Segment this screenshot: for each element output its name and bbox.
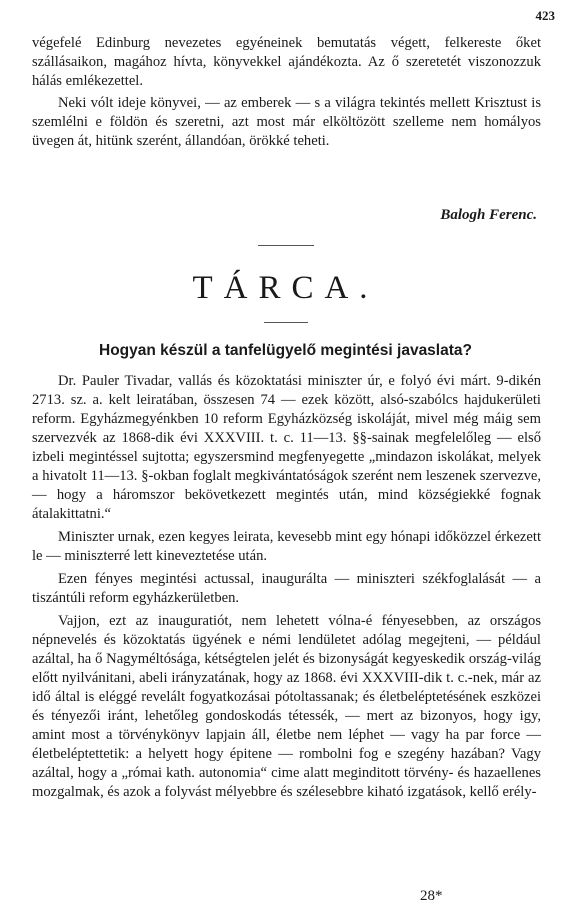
signature-mark: 28* [420, 888, 443, 904]
paragraph: Ezen fényes megintési actussal, inaugurálta — miniszteri székfoglalását — a tiszántúli reform egyházkerületben. [32, 571, 541, 606]
page-number: 423 [535, 8, 555, 23]
divider-rule [264, 322, 308, 323]
paragraph: Miniszter urnak, ezen kegyes leirata, kevesebb mint egy hónapi időközzel érkezett le — miniszterré lett kineveztetése után. [32, 529, 541, 564]
article-body [32, 372, 541, 802]
paragraph: végefelé Edinburg nevezetes egyéneinek bemutatás végett, felkereste őket szállásaikon, magához hívta, könyvekkel ajándékozta. Az ő szeretetét viszonozzuk hálás emlékezettel. [32, 35, 541, 89]
divider-rule [258, 245, 314, 246]
author-signature: Balogh Ferenc. [440, 207, 537, 223]
closing-text [32, 34, 541, 151]
paragraph: Dr. Pauler Tivadar, vallás és közoktatási miniszter úr, e folyó évi márt. 9-dikén 2713. sz. a. kelt leiratában, összesen 74 — ezek között, alsó-szabólcs hajdukerületi reform. Egyházmegyénkben 10 reform Egyházközség iskoláját, mivel még máig sem szervezvék az 1868-dik évi XXXVIII. t. c. 11—13. §§-sainak megfelelőleg — első izbeli megintéssel sujtotta; egyszersmind megfenyegette „mindazon iskolákat, melyek a hivatolt 11—13. §-okban foglalt megkivántatóságok szerént nem leszenek szervezve, — hogy a háromszor bekövetkezett megintés után, mind községiekké fognak átalakittatni.“ [32, 373, 541, 522]
paragraph: Neki vólt ideje könyvei, — az emberek — s a világra tekintés mellett Krisztust is szemlélni e földön és szeretni, azt most már elköltözött szelleme nem homályos üvegen át, hitünk szerént, állandóan, örökké teheti. [32, 95, 541, 149]
section-title: TÁRCA. [192, 270, 379, 306]
paragraph: Vajjon, ezt az inauguratiót, nem lehetett vólna-é fényesebben, az országos népnevelés és közoktatás ügyének e némi lendületet adólag megejteni, — például azáltal, ha ő Nagyméltósága, kétségtelen jelét és bizonyságát kegyeskedik ország-világ előtt nyilvánitani, abeli irányzatának, hogy az 1868. évi XXXVIII-dik t. c.-nek, már az idő által is eléggé revelált fogyatkozásai pótoltassanak; és életbeléptetésének eszközei és tényezői iránt, lehetőleg gondoskodás tétessék, — mert az bizonyos, hogy igy, amint most a törvénykönyv lapjain áll, életbe nem léphet — vagy ha par force — életbeléptettetik: a helyett hogy épitene — rombolni fog e szegény hazában? Vagy azáltal, hogy a „római kath. autonomia“ cime alatt meginditott törvény- és hazaellenes mozgalmak, és azok a folyvást mélyebbre és szélesebbre kiható izgatások, kellő erély- [32, 613, 541, 800]
article-title: Hogyan készül a tanfelügyelő megintési javaslata? [99, 342, 472, 359]
